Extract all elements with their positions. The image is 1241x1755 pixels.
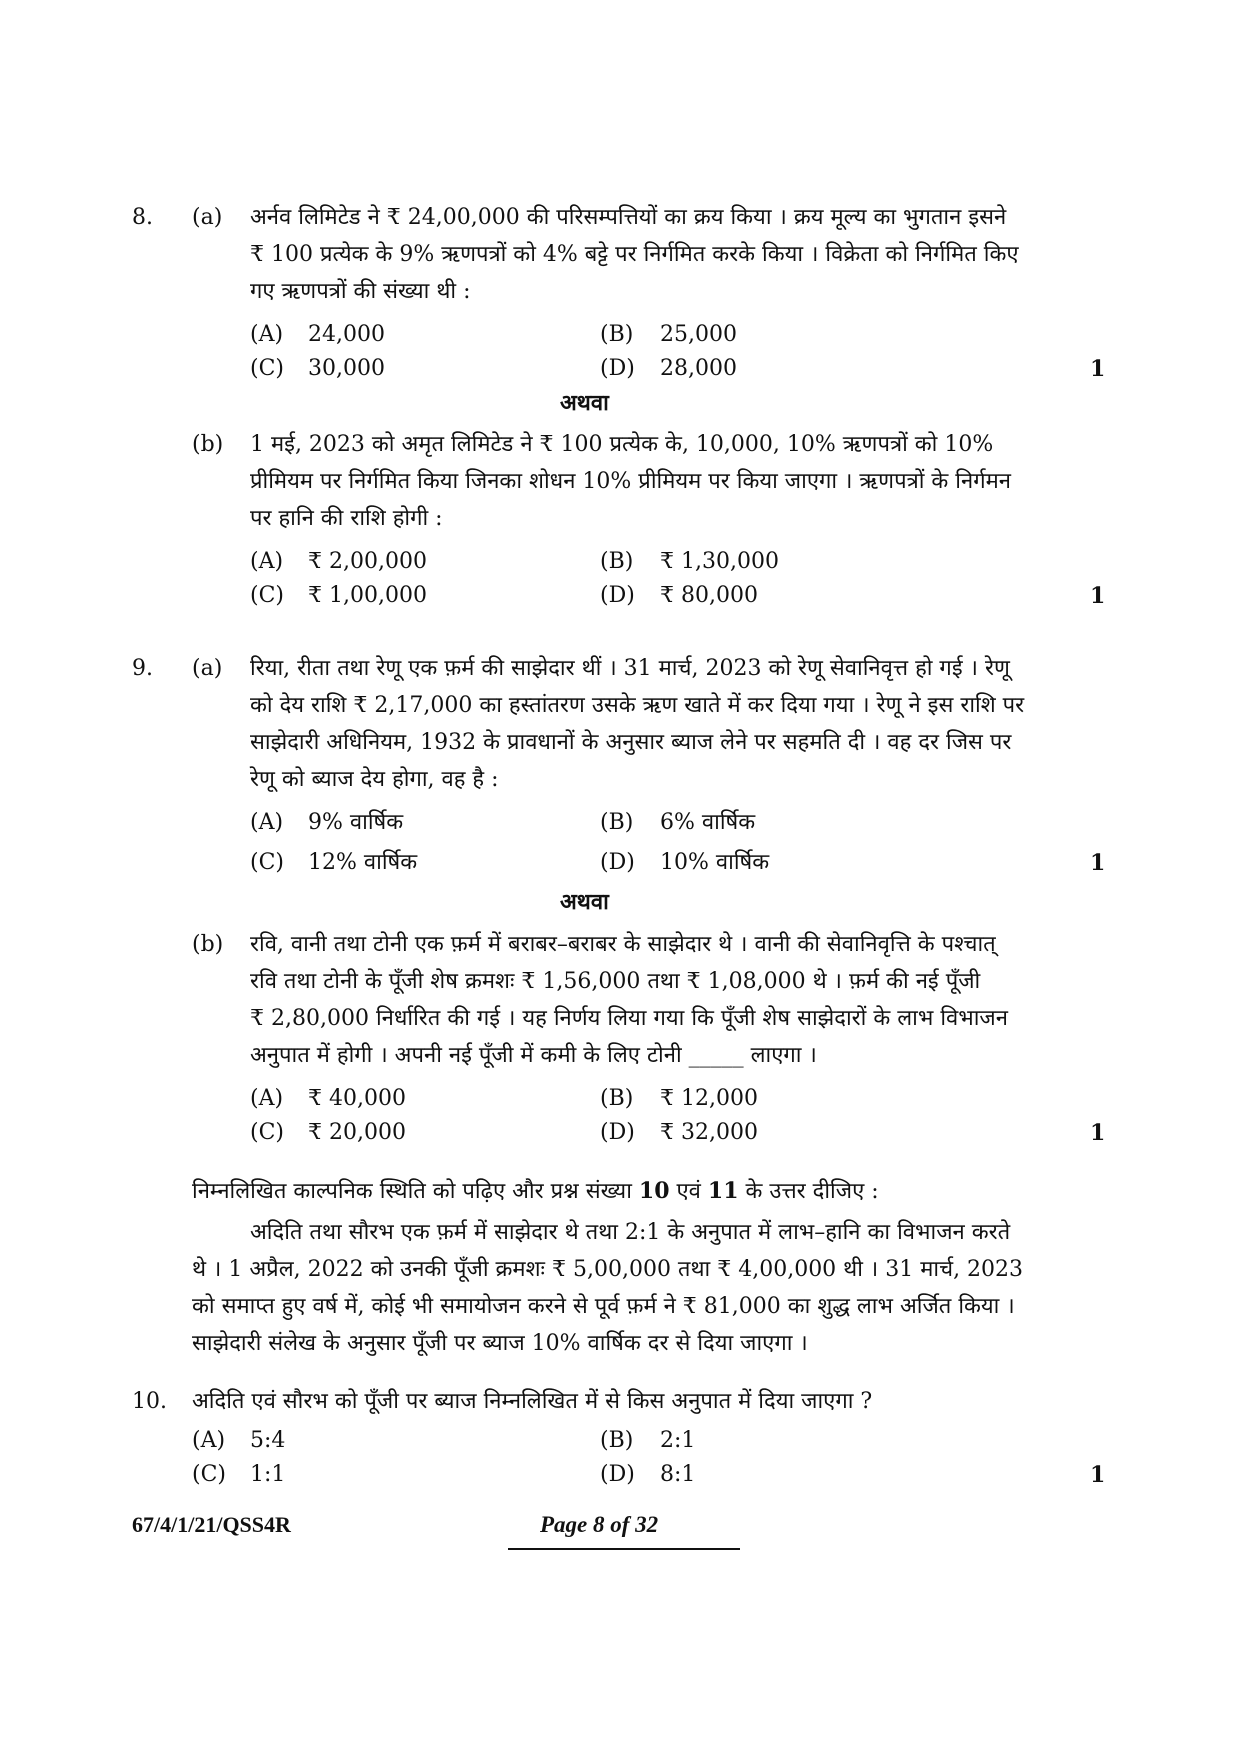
case-text-line-2: थे । 1 अप्रैल, 2022 को उनकी पूँजी क्रमशः ₹ 5,00,000 तथा ₹ 4,00,000 थी । 31 मार्च, 2023 [192, 1257, 1024, 1282]
q9a-option-c-label: (C) [250, 850, 284, 875]
q8a-option-c-value: 30,000 [308, 356, 385, 381]
case-intro-pre: निम्नलिखित काल्पनिक स्थिति को पढ़िए और प्रश्न संख्या [192, 1179, 639, 1204]
q8-or-separator: अथवा [560, 390, 609, 416]
case-intro-q1: 10 [638, 1178, 670, 1204]
q9b-option-a-value: ₹ 40,000 [308, 1086, 406, 1111]
q8a-marks: 1 [1090, 356, 1106, 382]
q8a-option-b-value: 25,000 [660, 322, 737, 347]
q8b-option-c-value: ₹ 1,00,000 [308, 583, 427, 608]
q8b-text-line-1: 1 मई, 2023 को अमृत लिमिटेड ने ₹ 100 प्रत्येक के, 10,000, 10% ऋणपत्रों को 10% [250, 432, 994, 457]
q9-part-a-label: (a) [192, 656, 223, 681]
page-indicator-underline [508, 1548, 740, 1550]
q8b-option-c-label: (C) [250, 583, 284, 608]
case-text-line-1: अदिति तथा सौरभ एक फ़र्म में साझेदार थे तथा 2:1 के अनुपात में लाभ–हानि का विभाजन करते [250, 1220, 1011, 1245]
q9a-text-line-2: को देय राशि ₹ 2,17,000 का हस्तांतरण उसके ऋण खाते में कर दिया गया । रेणू ने इस राशि पर [250, 693, 1025, 718]
q9b-option-d-value: ₹ 32,000 [660, 1120, 758, 1145]
case-intro-q2: 11 [707, 1178, 739, 1204]
q8a-text-line-2: ₹ 100 प्रत्येक के 9% ऋणपत्रों को 4% बट्टे पर निर्गमित करके किया । विक्रेता को निर्गमित किए [250, 242, 1019, 267]
q10-marks: 1 [1090, 1462, 1106, 1488]
q8b-option-b-label: (B) [600, 549, 634, 574]
q8a-option-d-value: 28,000 [660, 356, 737, 381]
case-intro [192, 1176, 879, 1207]
q9b-option-b-label: (B) [600, 1086, 634, 1111]
question-number-8: 8. [132, 205, 153, 230]
q9a-option-a-label: (A) [250, 810, 284, 835]
q9b-option-b-value: ₹ 12,000 [660, 1086, 758, 1111]
page-indicator: Page 8 of 32 [540, 1512, 659, 1537]
q9b-text-line-1: रवि, वानी तथा टोनी एक फ़र्म में बराबर–बराबर के साझेदार थे । वानी की सेवानिवृत्ति के पश्चात् [250, 932, 996, 957]
q8a-option-b-label: (B) [600, 322, 634, 347]
q10-option-c-label: (C) [192, 1462, 226, 1487]
q8b-option-b-value: ₹ 1,30,000 [660, 549, 779, 574]
q9b-option-a-label: (A) [250, 1086, 284, 1111]
q8-part-a-label: (a) [192, 205, 223, 230]
q10-option-a-label: (A) [192, 1428, 226, 1453]
q10-text: अदिति एवं सौरभ को पूँजी पर ब्याज निम्नलिखित में से किस अनुपात में दिया जाएगा ? [192, 1389, 873, 1414]
q8b-option-a-label: (A) [250, 549, 284, 574]
q10-option-d-label: (D) [600, 1462, 635, 1487]
q9a-marks: 1 [1090, 850, 1106, 876]
question-number-10: 10. [132, 1389, 167, 1414]
q9b-option-d-label: (D) [600, 1120, 635, 1145]
case-text-line-4: साझेदारी संलेख के अनुसार पूँजी पर ब्याज 10% वार्षिक दर से दिया जाएगा । [192, 1331, 808, 1356]
q8a-option-c-label: (C) [250, 356, 284, 381]
case-intro-post: के उत्तर दीजिए : [738, 1179, 879, 1204]
q9b-option-c-value: ₹ 20,000 [308, 1120, 406, 1145]
q9a-option-d-label: (D) [600, 850, 635, 875]
q10-option-d-value: 8:1 [660, 1462, 696, 1487]
q8a-text-line-1: अर्नव लिमिटेड ने ₹ 24,00,000 की परिसम्पत्तियों का क्रय किया । क्रय मूल्य का भुगतान इसने [250, 205, 1007, 230]
case-text-line-3: को समाप्त हुए वर्ष में, कोई भी समायोजन करने से पूर्व फ़र्म ने ₹ 81,000 का शुद्ध लाभ अर्जित किया । [192, 1294, 1015, 1319]
q9a-option-a-value: 9% वार्षिक [308, 810, 404, 835]
q9a-option-b-value: 6% वार्षिक [660, 810, 756, 835]
q9b-marks: 1 [1090, 1120, 1106, 1146]
q8a-text-line-3: गए ऋणपत्रों की संख्या थी : [250, 279, 471, 304]
q9b-text-line-3: ₹ 2,80,000 निर्धारित की गई । यह निर्णय लिया गया कि पूँजी शेष साझेदारों के लाभ विभाजन [250, 1006, 1008, 1031]
q9a-option-d-value: 10% वार्षिक [660, 850, 770, 875]
q8b-marks: 1 [1090, 583, 1106, 609]
q9a-text-line-4: रेणू को ब्याज देय होगा, वह है : [250, 767, 499, 792]
q9a-option-b-label: (B) [600, 810, 634, 835]
q9b-text-line-2: रवि तथा टोनी के पूँजी शेष क्रमशः ₹ 1,56,000 तथा ₹ 1,08,000 थे । फ़र्म की नई पूँजी [250, 969, 981, 994]
q10-option-a-value: 5:4 [250, 1428, 286, 1453]
q9b-text-line-4: अनुपात में होगी । अपनी नई पूँजी में कमी के लिए टोनी _____ लाएगा । [250, 1043, 817, 1068]
q8-part-b-label: (b) [192, 432, 224, 457]
q8b-option-a-value: ₹ 2,00,000 [308, 549, 427, 574]
question-number-9: 9. [132, 656, 153, 681]
case-intro-mid: एवं [669, 1179, 708, 1204]
q8a-option-d-label: (D) [600, 356, 635, 381]
q8b-option-d-value: ₹ 80,000 [660, 583, 758, 608]
q8a-option-a-label: (A) [250, 322, 284, 347]
q9-or-separator: अथवा [560, 889, 609, 915]
q8b-text-line-3: पर हानि की राशि होगी : [250, 506, 443, 531]
q10-option-b-value: 2:1 [660, 1428, 696, 1453]
q8a-option-a-value: 24,000 [308, 322, 385, 347]
q9a-text-line-3: साझेदारी अधिनियम, 1932 के प्रावधानों के अनुसार ब्याज लेने पर सहमति दी । वह दर जिस पर [250, 730, 1012, 755]
q9-part-b-label: (b) [192, 932, 224, 957]
q10-option-c-value: 1:1 [250, 1462, 286, 1487]
q9a-option-c-value: 12% वार्षिक [308, 850, 418, 875]
q10-option-b-label: (B) [600, 1428, 634, 1453]
q8b-option-d-label: (D) [600, 583, 635, 608]
q9b-option-c-label: (C) [250, 1120, 284, 1145]
q9a-text-line-1: रिया, रीता तथा रेणू एक फ़र्म की साझेदार थीं । 31 मार्च, 2023 को रेणू सेवानिवृत्त हो गई । रेणू [250, 656, 1010, 681]
q8b-text-line-2: प्रीमियम पर निर्गमित किया जिनका शोधन 10% प्रीमियम पर किया जाएगा । ऋणपत्रों के निर्गमन [250, 469, 1011, 494]
paper-code: 67/4/1/21/QSS4R [132, 1512, 291, 1537]
